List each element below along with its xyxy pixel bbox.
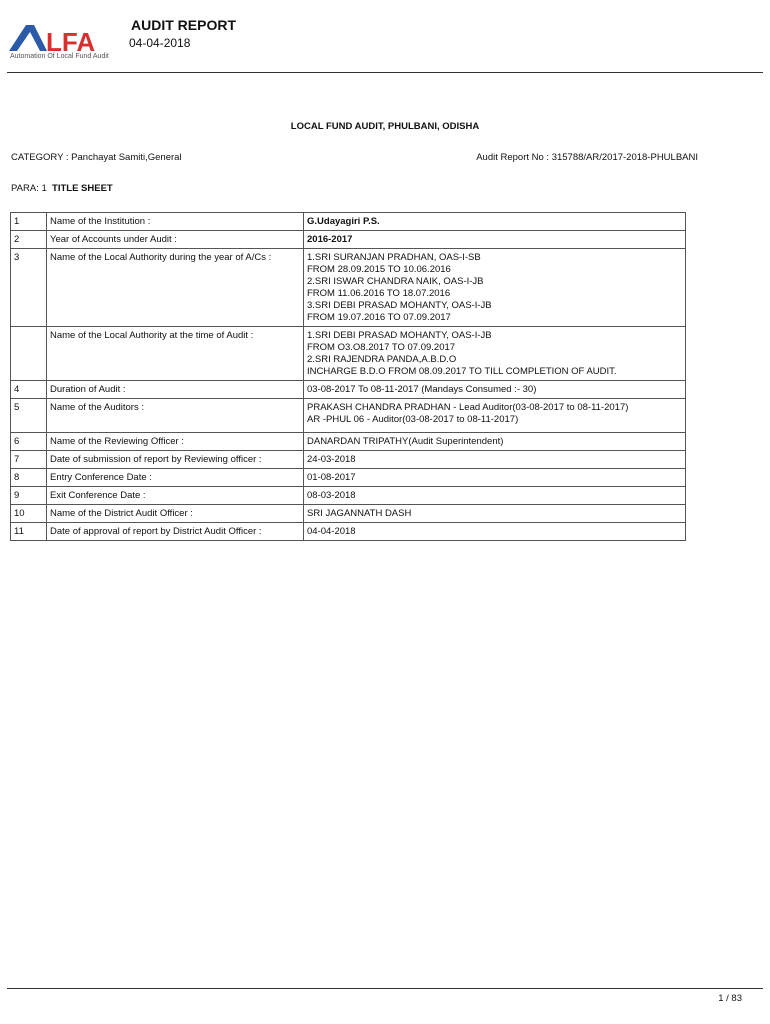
row-label: Name of the Local Authority at the time of Audit : — [47, 327, 304, 381]
table-row — [11, 231, 686, 249]
row-value — [304, 505, 686, 523]
row-number: 3 — [11, 249, 47, 327]
row-value-line: SRI JAGANNATH DASH — [307, 508, 412, 519]
row-value — [304, 213, 686, 231]
row-value-line: PRAKASH CHANDRA PRADHAN - Lead Auditor(03-08-2017 to 08-11-2017) — [307, 402, 629, 413]
row-value-line: FROM 19.07.2016 TO 07.09.2017 — [307, 312, 451, 323]
row-number: 9 — [11, 487, 47, 505]
table-row — [11, 523, 686, 541]
row-number: 1 — [11, 213, 47, 231]
row-value — [304, 381, 686, 399]
row-number: 5 — [11, 399, 47, 433]
logo-a-shape — [9, 25, 47, 51]
row-number: 11 — [11, 523, 47, 541]
row-value — [304, 399, 686, 433]
title-sheet-body — [11, 213, 686, 541]
logo-subtitle: Automation Of Local Fund Audit — [10, 53, 109, 60]
row-number: 10 — [11, 505, 47, 523]
row-label: Exit Conference Date : — [47, 487, 304, 505]
header-divider — [7, 72, 763, 73]
row-label: Name of the Institution : — [47, 213, 304, 231]
row-value-line: 2.SRI RAJENDRA PANDA,A.B.D.O — [307, 354, 457, 365]
org-title: LOCAL FUND AUDIT, PHULBANI, ODISHA — [290, 121, 480, 132]
table-row — [11, 433, 686, 451]
row-value-line: 1.SRI SURANJAN PRADHAN, OAS-I-SB — [307, 252, 481, 263]
table-row — [11, 381, 686, 399]
row-value-line: DANARDAN TRIPATHY(Audit Superintendent) — [307, 436, 504, 447]
row-value-line: 2016-2017 — [307, 234, 353, 245]
row-label: Duration of Audit : — [47, 381, 304, 399]
footer-divider — [7, 988, 763, 989]
table-row — [11, 505, 686, 523]
para-heading — [11, 183, 113, 194]
row-number: 2 — [11, 231, 47, 249]
row-value-line: FROM O3.O8.2017 TO 07.09.2017 — [307, 342, 456, 353]
table-row — [11, 327, 686, 381]
row-value — [304, 469, 686, 487]
row-value — [304, 523, 686, 541]
row-value-line: 3.SRI DEBI PRASAD MOHANTY, OAS-I-JB — [307, 300, 492, 311]
row-value-line: 04-04-2018 — [307, 526, 356, 537]
row-value-line: 1.SRI DEBI PRASAD MOHANTY, OAS-I-JB — [307, 330, 492, 341]
row-value — [304, 249, 686, 327]
row-value — [304, 327, 686, 381]
row-number: 8 — [11, 469, 47, 487]
row-label: Date of approval of report by District Audit Officer : — [47, 523, 304, 541]
row-value-line: AR -PHUL 06 - Auditor(03-08-2017 to 08-11-2017) — [307, 414, 519, 425]
row-label: Entry Conference Date : — [47, 469, 304, 487]
row-number — [11, 327, 47, 381]
report-date: 04-04-2018 — [129, 36, 191, 50]
row-value — [304, 451, 686, 469]
row-value-line: INCHARGE B.D.O FROM 08.09.2017 TO TILL COMPLETION OF AUDIT. — [307, 366, 617, 377]
row-label: Year of Accounts under Audit : — [47, 231, 304, 249]
row-label: Name of the Reviewing Officer : — [47, 433, 304, 451]
para-title: TITLE SHEET — [52, 183, 113, 194]
table-row — [11, 213, 686, 231]
report-title: AUDIT REPORT — [131, 17, 236, 33]
row-value-line: 03-08-2017 To 08-11-2017 (Mandays Consumed :- 30) — [307, 384, 537, 395]
row-value-line: FROM 28.09.2015 TO 10.06.2016 — [307, 264, 451, 275]
table-row — [11, 469, 686, 487]
row-label: Name of the Auditors : — [47, 399, 304, 433]
row-value-line: 01-08-2017 — [307, 472, 356, 483]
row-number: 4 — [11, 381, 47, 399]
table-row — [11, 487, 686, 505]
row-value-line: G.Udayagiri P.S. — [307, 216, 380, 227]
title-sheet-table — [10, 212, 686, 541]
row-value — [304, 487, 686, 505]
row-label: Name of the Local Authority during the year of A/Cs : — [47, 249, 304, 327]
table-row — [11, 399, 686, 433]
row-value-line: 2.SRI ISWAR CHANDRA NAIK, OAS-I-JB — [307, 276, 484, 287]
report-number: Audit Report No : 315788/AR/2017-2018-PHULBANI — [476, 152, 698, 163]
row-number: 7 — [11, 451, 47, 469]
row-number: 6 — [11, 433, 47, 451]
table-row — [11, 249, 686, 327]
row-value-line: FROM 11.06.2016 TO 18.07.2016 — [307, 288, 451, 299]
row-label: Date of submission of report by Reviewing officer : — [47, 451, 304, 469]
page-number: 1 / 83 — [718, 993, 742, 1004]
row-value — [304, 231, 686, 249]
para-prefix: PARA: 1 — [11, 183, 47, 194]
row-value-line: 08-03-2018 — [307, 490, 356, 501]
table-row — [11, 451, 686, 469]
row-label: Name of the District Audit Officer : — [47, 505, 304, 523]
alfa-logo — [7, 22, 127, 67]
row-value-line: 24-03-2018 — [307, 454, 356, 465]
category-text: CATEGORY : Panchayat Samiti,General — [11, 152, 182, 163]
logo-text: LFA — [46, 27, 96, 57]
row-value — [304, 433, 686, 451]
report-header — [0, 0, 770, 75]
